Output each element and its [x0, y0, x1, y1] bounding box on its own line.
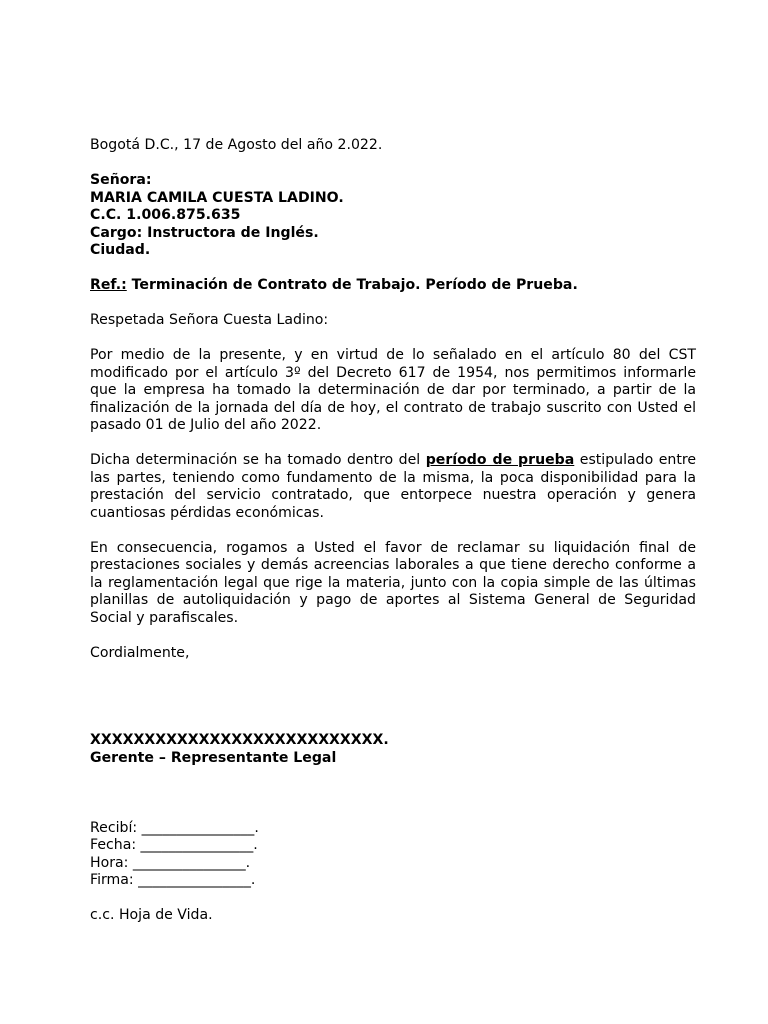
spacer [90, 890, 696, 908]
spacer [90, 715, 696, 733]
spacer [90, 295, 696, 313]
spacer [90, 785, 696, 803]
date-line: Bogotá D.C., 17 de Agosto del año 2.022. [90, 137, 383, 153]
spacer [90, 330, 696, 348]
recipient-name: MARIA CAMILA CUESTA LADINO. [90, 189, 344, 206]
spacer [90, 697, 696, 715]
recipient-position: Cargo: Instructora de Inglés. [90, 224, 319, 241]
recipient-id: C.C. 1.006.875.635 [90, 207, 241, 223]
paragraph-2 [90, 452, 696, 522]
spacer [90, 767, 696, 785]
reference-label: Ref.: [90, 277, 127, 293]
recipient-salutation: Señora: [90, 172, 152, 188]
spacer [90, 802, 696, 820]
recipient-block [90, 172, 696, 260]
spacer [90, 627, 696, 645]
signature-title: Gerente – Representante Legal [90, 749, 337, 766]
paragraph-1: Por medio de la presente, y en virtud de lo señalado en el artículo 80 del CST modificado por el artículo 3º del Decreto 617 de 1954, nos permitimos informarle que la empresa ha tomado la determinación de dar por terminado, a partir de la finalización de la jornada del día de hoy, el contrato de trabajo suscrito con Usted el pasado 01 de Julio del año 2022. [90, 347, 696, 433]
receipt-block [90, 820, 696, 890]
trial-period-emphasis: período de prueba [425, 452, 575, 468]
receipt-date: Fecha: ________________. [90, 837, 258, 853]
greeting: Respetada Señora Cuesta Ladino: [90, 312, 329, 328]
signature-block [90, 732, 696, 767]
closing: Cordialmente, [90, 644, 190, 661]
receipt-received: Recibí: ________________. [90, 819, 259, 836]
paragraph-2-end: estipulado entre las partes, teniendo como fundamento de la misma, la poca disponibilidad para la prestación del servicio contratado, que entorpece nuestra operación y genera cuantiosas pérdidas económicas. [90, 452, 696, 521]
spacer [90, 662, 696, 680]
spacer [90, 680, 696, 698]
paragraph-2-start: Dicha determinación se ha tomado dentro del [90, 452, 426, 468]
carbon-copy: c.c. Hoja de Vida. [90, 907, 213, 923]
receipt-sign: Firma: ________________. [90, 872, 256, 888]
letter-body [90, 137, 696, 925]
spacer [90, 155, 696, 173]
paragraph-3: En consecuencia, rogamos a Usted el favor de reclamar su liquidación final de prestaciones sociales y demás acreencias laborales a que tiene derecho conforme a la reglamentación legal que rige la materia, junto con la copia simple de las últimas planillas de autoliquidación y pago de aportes al Sistema General de Seguridad Social y parafiscales. [90, 539, 696, 626]
spacer [90, 260, 696, 278]
reference-line [90, 277, 696, 295]
spacer [90, 522, 696, 540]
receipt-time: Hora: ________________. [90, 854, 251, 871]
reference-text: Terminación de Contrato de Trabajo. Período de Prueba. [126, 277, 578, 293]
spacer [90, 435, 696, 453]
signature-name: XXXXXXXXXXXXXXXXXXXXXXXXXXX. [90, 732, 389, 748]
recipient-city: Ciudad. [90, 242, 151, 258]
